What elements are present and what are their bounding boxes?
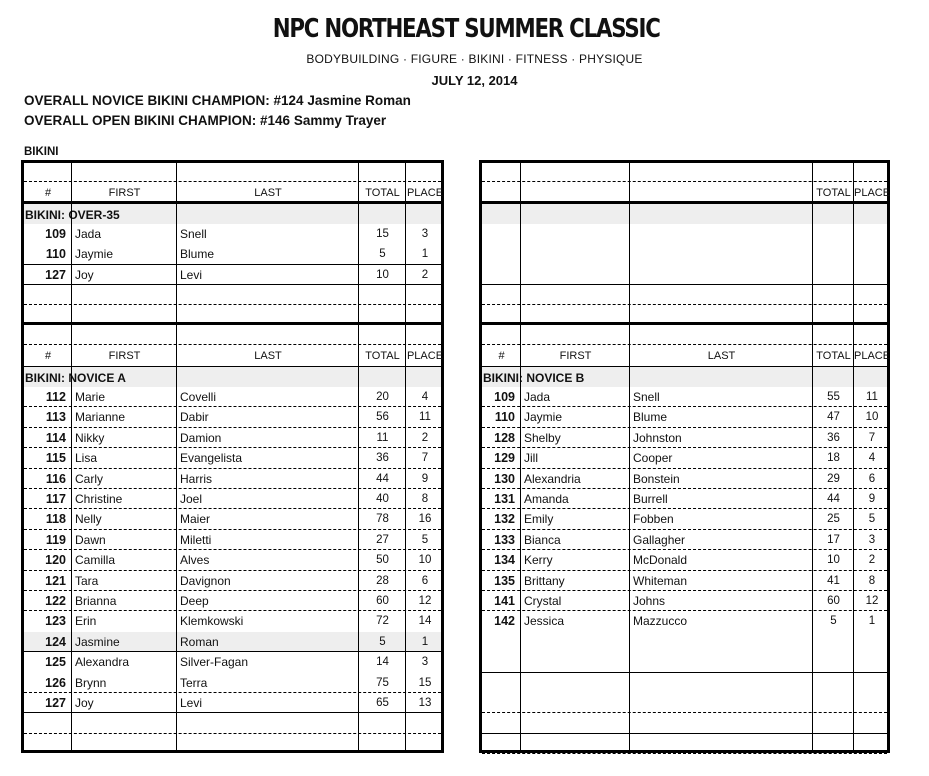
total-score: 36 — [376, 452, 389, 465]
first-name: Marie — [75, 390, 106, 404]
event-subtitle: BODYBUILDING · FIGURE · BIKINI · FITNESS · PHYSIQUE — [306, 52, 643, 66]
competitor-number: 117 — [45, 492, 66, 506]
competitor-number: 132 — [494, 512, 515, 527]
last-name: Harris — [180, 471, 212, 486]
placement: 9 — [421, 472, 429, 485]
total-score: 44 — [376, 472, 389, 485]
placement: 2 — [421, 431, 429, 444]
category-label: BIKINI: NOVICE A — [25, 371, 126, 385]
competitor-number: 109 — [45, 227, 66, 241]
first-name: Jada — [524, 390, 551, 404]
column-divider — [176, 163, 177, 750]
first-name: Nelly — [75, 512, 102, 527]
first-name: Shelby — [524, 430, 561, 445]
last-name: Covelli — [180, 390, 217, 404]
competitor-number: 124 — [45, 634, 66, 649]
empty-row — [482, 305, 887, 325]
competitor-number: 127 — [45, 696, 66, 710]
competitor-number: 134 — [494, 553, 515, 568]
column-header-place: PLACE — [406, 350, 444, 362]
placement: 11 — [419, 411, 431, 424]
competitor-row — [24, 693, 441, 713]
category-row — [482, 204, 887, 224]
first-name: Alexandria — [524, 471, 581, 486]
competitor-row — [24, 489, 441, 509]
competitor-number: 133 — [494, 532, 515, 547]
competitor-number: 128 — [494, 430, 515, 445]
last-name: Gallagher — [633, 532, 686, 547]
last-name: Silver-Fagan — [180, 655, 249, 670]
header-row — [482, 182, 891, 204]
last-name: Blume — [180, 247, 215, 262]
total-score: 5 — [379, 248, 386, 261]
first-name: Tara — [75, 573, 99, 588]
placement: 1 — [421, 635, 429, 648]
last-name: Levi — [180, 267, 203, 282]
column-header-first: FIRST — [108, 187, 141, 199]
column-header-last: LAST — [707, 350, 736, 362]
competitor-number: 135 — [494, 573, 515, 588]
total-score: 75 — [376, 676, 389, 689]
competitor-number: 142 — [494, 614, 515, 629]
placement: 12 — [418, 595, 432, 607]
last-name: Cooper — [633, 451, 673, 466]
column-header-total: TOTAL — [816, 187, 851, 199]
column-divider — [71, 163, 72, 750]
total-score: 78 — [376, 513, 389, 526]
placement: 4 — [868, 452, 876, 465]
first-name: Carly — [75, 471, 104, 486]
total-score: 20 — [376, 391, 389, 403]
last-name: Blume — [633, 410, 668, 425]
placement: 5 — [868, 513, 876, 526]
competitor-row — [482, 469, 887, 489]
column-header-total: TOTAL — [365, 187, 400, 199]
total-score: 44 — [827, 493, 840, 505]
placement: 3 — [868, 533, 876, 546]
placement: 5 — [421, 533, 429, 546]
header-first-empty — [521, 182, 630, 201]
last-name: Klemkowski — [180, 614, 244, 629]
placement: 10 — [418, 554, 432, 567]
competitor-number: 122 — [45, 594, 66, 608]
column-divider — [853, 163, 854, 750]
competitor-number: 121 — [45, 573, 66, 588]
column-header-num: # — [44, 187, 52, 199]
total-score: 36 — [827, 431, 840, 444]
last-name: Davignon — [180, 573, 231, 588]
competitor-number: 129 — [494, 451, 515, 466]
competitor-number: 118 — [45, 512, 66, 527]
first-name: Brittany — [524, 573, 565, 588]
competitor-number: 112 — [45, 390, 66, 404]
competitor-row — [482, 428, 887, 448]
competitor-row — [482, 387, 887, 407]
placement: 8 — [421, 493, 429, 505]
placement: 2 — [868, 554, 876, 567]
header-top-blank — [482, 163, 887, 182]
total-score: 60 — [376, 595, 389, 607]
total-score: 5 — [830, 615, 837, 628]
empty-row — [482, 285, 887, 305]
competitor-number: 141 — [494, 594, 515, 608]
empty-row — [482, 224, 887, 244]
total-score: 5 — [379, 635, 386, 648]
open-champion-label: OVERALL OPEN BIKINI CHAMPION: — [24, 113, 257, 128]
category-row — [482, 367, 887, 387]
total-score: 50 — [376, 554, 389, 567]
novice-champion-value: #124 Jasmine Roman — [273, 93, 411, 108]
empty-row — [482, 652, 887, 672]
placement: 15 — [418, 676, 432, 689]
column-header-first: FIRST — [108, 350, 141, 362]
column-header-place: PLACE — [854, 187, 891, 199]
competitor-row — [482, 448, 887, 468]
placement: 12 — [865, 595, 879, 607]
competitor-row — [24, 571, 441, 591]
last-name: Whiteman — [633, 573, 688, 588]
total-score: 11 — [376, 431, 389, 444]
placement: 10 — [865, 411, 879, 424]
first-name: Jill — [524, 451, 538, 466]
competitor-row — [24, 632, 441, 652]
empty-row — [24, 305, 441, 325]
competitor-row — [482, 509, 887, 529]
last-name: Snell — [180, 227, 207, 241]
placement: 16 — [418, 513, 432, 526]
event-title: NPC NORTHEAST SUMMER CLASSIC — [272, 14, 660, 44]
column-divider — [358, 163, 359, 750]
empty-row — [24, 285, 441, 305]
header-row — [482, 345, 891, 367]
first-name: Lisa — [75, 451, 98, 466]
competitor-row — [24, 265, 441, 285]
column-header-num: # — [44, 350, 52, 362]
competitor-row — [24, 591, 441, 611]
competitor-number: 110 — [494, 410, 515, 425]
first-name: Jessica — [524, 614, 565, 629]
placement: 14 — [418, 615, 432, 628]
first-name: Erin — [75, 614, 97, 629]
competitor-number: 127 — [45, 267, 66, 282]
column-divider — [629, 163, 630, 750]
category-row — [24, 204, 441, 224]
last-name: Maier — [180, 512, 211, 527]
competitor-row — [24, 448, 441, 468]
first-name: Bianca — [524, 532, 561, 547]
last-name: McDonald — [633, 553, 688, 568]
first-name: Jasmine — [75, 634, 120, 649]
category-row — [24, 367, 441, 387]
column-header-first: FIRST — [559, 350, 592, 362]
total-score: 15 — [376, 228, 389, 240]
first-name: Marianne — [75, 410, 126, 425]
total-score: 47 — [827, 411, 840, 424]
last-name: Mazzucco — [633, 614, 688, 629]
total-score: 17 — [827, 533, 840, 546]
first-name: Joy — [75, 267, 94, 282]
last-name: Dabir — [180, 410, 209, 425]
competitor-row — [24, 652, 441, 672]
first-name: Camilla — [75, 553, 116, 568]
competitor-number: 109 — [494, 390, 515, 404]
total-score: 40 — [376, 493, 389, 505]
total-score: 29 — [827, 472, 840, 485]
placement: 7 — [421, 452, 429, 465]
novice-champion-label: OVERALL NOVICE BIKINI CHAMPION: — [24, 93, 270, 108]
empty-row — [482, 244, 887, 264]
first-name: Jaymie — [75, 247, 114, 262]
first-name: Dawn — [75, 532, 106, 547]
category-label: BIKINI: OVER-35 — [25, 208, 120, 222]
last-name: Johnston — [633, 430, 682, 445]
total-score: 72 — [376, 615, 389, 628]
competitor-row — [482, 591, 887, 611]
competitor-row — [24, 611, 441, 631]
empty-row — [482, 632, 887, 652]
open-champion-line — [24, 113, 386, 128]
first-name: Brianna — [75, 594, 117, 608]
first-name: Nikky — [75, 430, 105, 445]
competitor-number: 123 — [45, 614, 66, 629]
last-name: Bonstein — [633, 471, 680, 486]
empty-row — [482, 713, 887, 733]
competitor-number: 119 — [45, 532, 66, 547]
placement: 2 — [421, 268, 429, 281]
placement: 7 — [868, 431, 876, 444]
header-num-empty — [482, 182, 521, 201]
total-score: 25 — [827, 513, 840, 526]
first-name: Emily — [524, 512, 554, 527]
competitor-row — [482, 407, 887, 427]
header-top-blank — [482, 326, 887, 345]
competitor-row — [482, 571, 887, 591]
competitor-number: 126 — [45, 675, 66, 690]
placement: 3 — [421, 656, 429, 669]
competitor-number: 120 — [45, 553, 66, 568]
competitor-number: 130 — [494, 471, 515, 486]
competitor-number: 114 — [45, 430, 66, 445]
total-score: 56 — [376, 411, 389, 424]
competitor-row — [24, 550, 441, 570]
last-name: Terra — [180, 675, 208, 690]
competitor-number: 125 — [45, 655, 66, 670]
category-label: BIKINI: NOVICE B — [483, 371, 585, 385]
column-header-last: LAST — [254, 187, 282, 199]
last-name: Alves — [180, 553, 210, 568]
first-name: Alexandra — [75, 655, 130, 670]
first-name: Brynn — [75, 675, 107, 690]
total-score: 10 — [376, 268, 389, 281]
header-last-empty — [630, 182, 813, 201]
placement: 4 — [421, 391, 429, 403]
empty-row — [482, 265, 887, 285]
column-divider — [812, 163, 813, 750]
competitor-number: 116 — [45, 471, 66, 486]
column-header-last: LAST — [254, 350, 282, 362]
first-name: Jada — [75, 227, 102, 241]
column-header-total: TOTAL — [365, 350, 400, 362]
total-score: 60 — [827, 595, 840, 607]
section-label: BIKINI — [24, 146, 59, 158]
open-champion-value: #146 Sammy Trayer — [260, 113, 387, 128]
total-score: 10 — [827, 554, 840, 567]
first-name: Amanda — [524, 492, 569, 506]
first-name: Joy — [75, 696, 94, 710]
competitor-row — [24, 673, 441, 693]
last-name: Deep — [180, 594, 209, 608]
results-table-right — [479, 160, 890, 753]
column-header-place: PLACE — [406, 187, 444, 199]
empty-row — [482, 673, 887, 693]
category-label — [482, 204, 630, 224]
last-name: Joel — [180, 492, 203, 506]
placement: 1 — [421, 248, 429, 261]
last-name: Fobben — [633, 512, 674, 527]
total-score: 65 — [376, 697, 389, 709]
competitor-row — [482, 530, 887, 550]
competitor-row — [24, 224, 441, 244]
placement: 9 — [868, 493, 876, 505]
last-name: Roman — [180, 634, 219, 649]
last-name: Snell — [633, 390, 660, 404]
header-top-blank — [24, 326, 441, 345]
empty-row — [24, 713, 441, 733]
event-date: JULY 12, 2014 — [431, 73, 518, 88]
last-name: Johns — [633, 594, 666, 608]
column-header-num: # — [498, 350, 505, 362]
header-row — [24, 345, 444, 367]
competitor-row — [24, 244, 441, 264]
competitor-row — [24, 469, 441, 489]
total-score: 27 — [376, 533, 389, 546]
last-name: Burrell — [633, 492, 668, 506]
total-score: 55 — [827, 391, 840, 403]
total-score: 41 — [827, 574, 840, 587]
placement: 6 — [421, 574, 429, 587]
last-name: Damion — [180, 430, 222, 445]
competitor-row — [482, 489, 887, 509]
competitor-number: 115 — [45, 451, 66, 466]
placement: 13 — [418, 697, 432, 709]
empty-row — [24, 734, 441, 754]
competitor-row — [482, 611, 887, 631]
placement: 6 — [868, 472, 876, 485]
competitor-row — [24, 407, 441, 427]
placement: 11 — [866, 391, 878, 403]
column-divider — [520, 163, 521, 750]
results-table-left — [21, 160, 444, 753]
column-header-total: TOTAL — [816, 350, 851, 362]
first-name: Jaymie — [524, 410, 563, 425]
first-name: Crystal — [524, 594, 562, 608]
competitor-row — [24, 530, 441, 550]
placement: 1 — [868, 615, 876, 628]
total-score: 14 — [376, 656, 389, 669]
header-row — [24, 182, 444, 204]
total-score: 28 — [376, 574, 389, 587]
placement: 3 — [421, 228, 429, 240]
column-header-place: PLACE — [854, 350, 891, 362]
competitor-number: 113 — [45, 410, 66, 425]
competitor-row — [24, 387, 441, 407]
competitor-number: 110 — [45, 247, 66, 262]
first-name: Kerry — [524, 553, 553, 568]
competitor-row — [24, 428, 441, 448]
last-name: Evangelista — [180, 451, 243, 466]
header-top-blank — [24, 163, 441, 182]
placement: 8 — [868, 574, 876, 587]
last-name: Miletti — [180, 532, 212, 547]
competitor-row — [482, 550, 887, 570]
last-name: Levi — [180, 696, 203, 710]
total-score: 18 — [827, 452, 840, 465]
first-name: Christine — [75, 492, 123, 506]
novice-champion-line — [24, 93, 411, 108]
empty-row — [482, 693, 887, 713]
empty-row — [482, 734, 887, 754]
competitor-row — [24, 509, 441, 529]
column-divider — [405, 163, 406, 750]
competitor-number: 131 — [494, 492, 515, 506]
